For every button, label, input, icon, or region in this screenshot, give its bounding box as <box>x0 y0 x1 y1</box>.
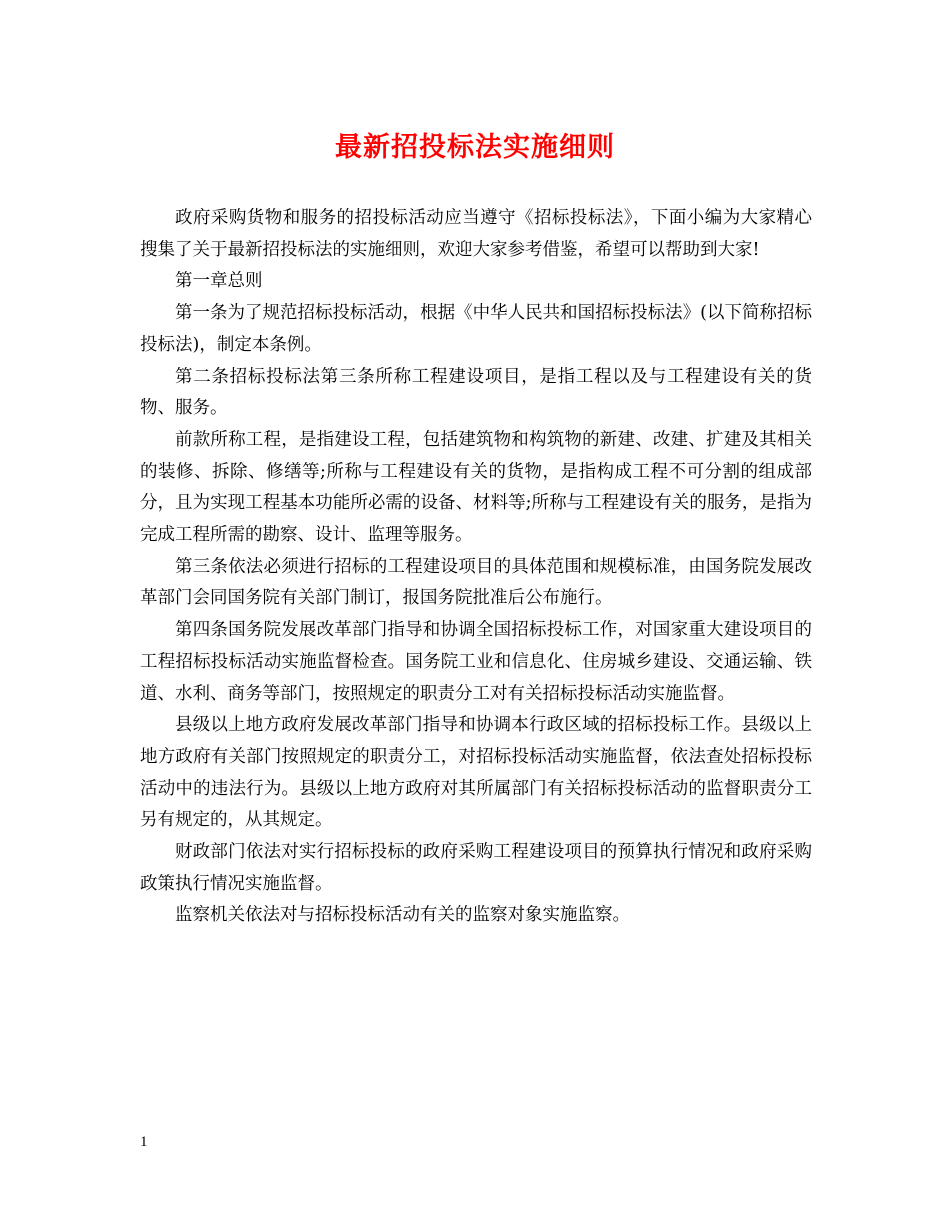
page-number: 1 <box>140 1134 148 1150</box>
paragraph-article-2: 第二条招标投标法第三条所称工程建设项目，是指工程以及与工程建设有关的货物、服务。 <box>140 366 812 419</box>
chapter-heading: 第一章总则 <box>175 271 263 292</box>
paragraph-local-government: 县级以上地方政府发展改革部门指导和协调本行政区域的招标投标工作。县级以上地方政府有关部门按照规定的职责分工，对招标投标活动实施监督，依法查处招标投标活动中的违法行为。县级以上地方政府对其所属部门有关招标投标活动的监督职责分工另有规定的，从其规定。 <box>140 715 812 831</box>
paragraph-article-3: 第三条依法必须进行招标的工程建设项目的具体范围和规模标准，由国务院发展改革部门会同国务院有关部门制订，报国务院批准后公布施行。 <box>140 556 812 609</box>
paragraph-intro: 政府采购货物和服务的招投标活动应当遵守《招标投标法》，下面小编为大家精心搜集了关于最新招投标法的实施细则，欢迎大家参考借鉴，希望可以帮助到大家! <box>140 208 812 260</box>
paragraph-article-1: 第一条为了规范招标投标活动，根据《中华人民共和国招标投标法》(以下简称招标投标法)，制定本条例。 <box>140 303 812 355</box>
paragraph-article-4: 第四条国务院发展改革部门指导和协调全国招标投标工作，对国家重大建设项目的工程招标投标活动实施监督检查。国务院工业和信息化、住房城乡建设、交通运输、铁道、水利、商务等部门，按照规定的职责分工对有关招标投标活动实施监督。 <box>140 620 812 704</box>
paragraph-article-2-detail: 前款所称工程，是指建设工程，包括建筑物和构筑物的新建、改建、扩建及其相关的装修、拆除、修缮等;所称与工程建设有关的货物，是指构成工程不可分割的组成部分，且为实现工程基本功能所必需的设备、材料等;所称与工程建设有关的服务，是指为完成工程所需的勘察、设计、监理等服务。 <box>140 429 812 546</box>
paragraph-finance: 财政部门依法对实行招标投标的政府采购工程建设项目的预算执行情况和政府采购政策执行情况实施监督。 <box>140 842 812 894</box>
paragraph-supervision: 监察机关依法对与招标投标活动有关的监察对象实施监察。 <box>175 905 630 926</box>
document-body <box>140 203 812 932</box>
document-title: 最新招投标法实施细则 <box>335 132 615 163</box>
